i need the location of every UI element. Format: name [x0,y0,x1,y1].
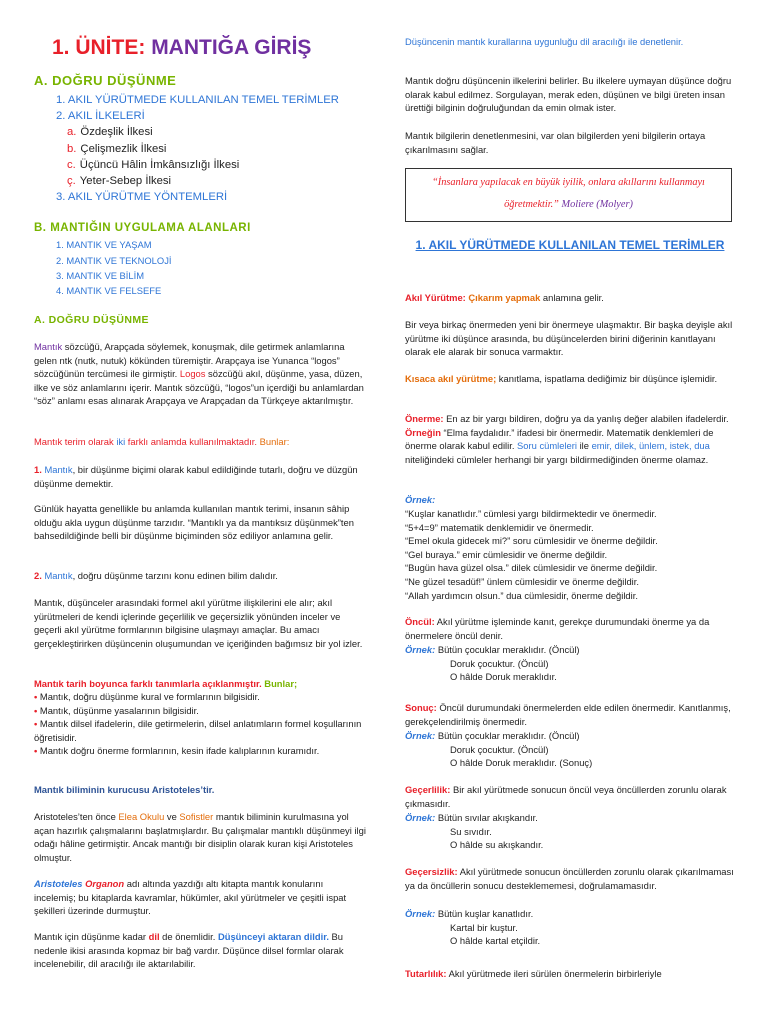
toc-b-item: 1. MANTIK VE YAŞAM [56,239,152,250]
paragraph-logic-knowledge: Mantık bilgilerin denetlenmesini, var olan bilgilerden yeni bilgilerin ortaya çıkarılmasını sağlar. [405,130,706,155]
example-sonuc: Örnek: Bütün çocuklar meraklıdır. (Öncül) Doruk çocuktur. (Öncül) O hâlde Doruk meraklıdır. (Sonuç) [405,730,593,769]
paragraph-kisaca: Kısaca akıl yürütme; kanıtlama, ispatlama dediğimiz bir düşünce işlemidir. [405,373,718,384]
definition-list [34,690,366,758]
toc-principle: ç. Yeter-Sebep İlkesi [67,175,172,187]
paragraph-language-control: Düşüncenin mantık kurallarına uygunluğu dil aracılığı ile denetlenir. [405,36,684,47]
paragraph-logic-principles: Mantık doğru düşüncenin ilkelerini belirler. Bu ilkelere uymayan düşünce doğru olarak kabul edilmez. Sorgulayan, merak eden, düşünen ve bilgi üreten insan ürettiği bilginin doğruluğundan da emin olmak ister. [405,75,732,114]
list-item: “Gel buraya.” emir cümlesidir ve önerme değildir. [405,548,608,560]
list-item: “Ne güzel tesadüf!” ünlem cümlesidir ve önerme değildir. [405,575,639,587]
term-oncul: Öncül: Akıl yürütme işleminde kanıt, gerekçe durumundaki önerme ya da önermelere öncül denir. [405,616,710,641]
toc-item-2: 2. AKIL İLKELERİ [56,110,145,122]
paragraph-before-aristotle: Aristoteles’ten önce Elea Okulu ve Sofistler mantık biliminin kurulmasına yol açan hazırlık çalışmalarını başlatmışlardır. Bu çalışmalar mantıklı düşünmeyi ilgi odağı hâline getirmiştir. Ancak mantığı bir disiplin olarak kuran kişi Aristoteles olmuştur. [34,811,366,863]
toc-principle: a. Özdeşlik İlkesi [67,126,153,138]
example-label: Örnek: [405,494,436,505]
toc-b-item: 3. MANTIK VE BİLİM [56,270,145,281]
list-item: “Kuşlar kanatlıdır.” cümlesi yargı bildirmektedir ve önermedir. [405,508,657,519]
paragraph-formal: Mantık, düşünceler arasındaki formel akıl yürütme ilişkilerini ele alır; akıl yürütmeleri de kendi içlerinde geçerlilik ve geçersizlik yönünden inceler ve geçerli akıl yürütme formlarının bilgisine ulaşmayı amaçlar. Bu amacı gerçekleştirirken düşüncenin oluşumundan ve içeriğinden bağımsız bir yol izler. [34,597,363,649]
list-item: • Mantık dilsel ifadelerin, dile getirmelerin, dilsel anlatımların formel koşullarının öğretisidir. [34,717,366,744]
list-item: “Bugün hava güzel olsa.” dilek cümlesidir ve önerme değildir. [405,562,658,574]
list-item: • Mantık doğru önerme formlarının, kesin ifade kalıplarının kuramıdır. [34,744,366,758]
quote-author: Moliere (Molyer) [561,199,633,210]
toc-heading-a: A. DOĞRU DÜŞÜNME [34,73,177,88]
example-oncul: Örnek: Bütün çocuklar meraklıdır. (Öncül) Doruk çocuktur. (Öncül) O hâlde Doruk meraklıdır. [405,644,580,683]
paragraph-founder: Mantık biliminin kurucusu Aristoteles’tir. [34,784,215,795]
term-akil-yurutme: Akıl Yürütme: Çıkarım yapmak anlamına gelir. [405,292,604,303]
paragraph-organon: Aristoteles Organon adı altında yazdığı altı kitapta mantık konularını incelemiş; bu kitaplarda kavramlar, hükümler, akıl yürütmeler ve çeşitli ispat şekilleri üzerinde durmuştur. [34,878,347,917]
toc-principle: b. Çelişmezlik İlkesi [67,143,167,155]
paragraph-daily-use: Günlük hayatta genellikle bu anlamda kullanılan mantık terimi, insanın sâhip olduğu akla uygun düşünme tarzıdır. “Mantıklı ya da mantıksız düşünmek”ten bahsedildiğinde belli bir düşünme biçiminden söz ediliyor anlamına gelir. [34,503,354,542]
quote-text-line2: öğretmektir.” [504,199,559,210]
paragraph-akil-yurutme: Bir veya birkaç önermeden yeni bir önermeye ulaşmaktır. Bir başka deyişle akıl yürütme iki düşünce arasında, bu düşüncelerden birini diğerinin kanıtlayanı olarak ele alarak bir sonuca varmaktır. [405,319,733,358]
list-item: “Emel okula gidecek mi?” soru cümlesidir ve önerme değildir. [405,535,658,547]
paragraph-language: Mantık için düşünme kadar dil de önemlidir. Düşünceyi aktaran dildir. Bu nedenle ikisi arasında kopmaz bir bağ vardır. Düşünce dilsel formlar olarak incelenebilir, dil aracılığı ile aktarılabilir. [34,931,344,970]
list-item: • Mantık, doğru düşünme kural ve formlarının bilgisidir. [34,690,366,704]
term-tutarlilik: Tutarlılık: Akıl yürütmede ileri sürülen önermelerin birbirleriyle [405,968,662,979]
page-title: 1. ÜNİTE: MANTIĞA GİRİŞ [52,36,312,59]
section-heading: A. DOĞRU DÜŞÜNME [34,314,149,326]
toc-b-item: 2. MANTIK VE TEKNOLOJİ [56,255,172,266]
paragraph-etymology: Mantık sözcüğü, Arapçada söylemek, konuşmak, dile getirmek anlamlarına gelen ntk (nutk, nutuk) kökünden türemiştir. Arapçaya ise Yunanca “logos” sözcüğünün tercümesi ile girmiştir. Logos sözcüğü akıl, düşünme, yasa, düzen, ilke ve söz anlamlarını içerir. Mantık sözcüğü, “logos”un içerdiği bu anlamlardan “söz” anlamı esas alınarak Arapçaya ve Arapçadan da Türkçeye aktarılmıştır. [34,341,364,407]
example-list [405,507,735,602]
toc-principle: c. Üçüncü Hâlin İmkânsızlığı İlkesi [67,159,240,171]
toc-b-item: 4. MANTIK VE FELSEFE [56,285,162,296]
section-title-terms: 1. AKIL YÜRÜTMEDE KULLANILAN TEMEL TERİMLER [415,238,725,252]
toc-item-3: 3. AKIL YÜRÜTME YÖNTEMLERİ [56,191,228,203]
paragraph-meaning-2: 2. Mantık, doğru düşünme tarzını konu edinen bilim dalıdır. [34,570,278,581]
term-sonuc: Sonuç: Öncül durumundaki önermelerden elde edilen önermedir. Kanıtlanmış, gerekçelendirilmiş önermedir. [405,702,731,727]
term-onerme: Önerme: En az bir yargı bildiren, doğru ya da yanlış değer alabilen ifadelerdir. Örneğin “Elma faydalıdır.” ifadesi bir önermedir. Matematik denklemleri de önerme olarak kabul edilir. Soru cümleleri ile emir, dilek, ünlem, istek, dua niteliğindeki cümleler herhangi bir yargı bildirmediğinden önerme olamaz. [405,413,729,465]
list-item: “Allah yardımcın olsun.” dua cümlesidir, önerme değildir. [405,589,638,601]
paragraph-meaning-1: 1. Mantık, bir düşünme biçimi olarak kabul edildiğinde tutarlı, doğru ve düzgün düşünme demektir. [34,464,358,489]
toc-item-1: 1. AKIL YÜRÜTMEDE KULLANILAN TEMEL TERİMLER [56,94,339,106]
quote-box [405,168,732,222]
paragraph-two-meanings: Mantık terim olarak iki farklı anlamda kullanılmaktadır. Bunlar: [34,436,290,447]
list-item: • Mantık, düşünme yasalarının bilgisidir. [34,704,366,718]
term-gecersizlik: Geçersizlik: Akıl yürütmede sonucun öncüllerden zorunlu olarak çıkarılmaması ya da öncüllerin sonucu desteklememesi, doğrulamamasıdır. [405,866,734,891]
paragraph-definitions: Mantık tarih boyunca farklı tanımlarla açıklanmıştır. Bunlar; [34,678,298,689]
example-gecersizlik: Örnek: Bütün kuşlar kanatlıdır. Kartal bir kuştur. O hâlde kartal etçildir. [405,908,541,947]
list-item: “5+4=9” matematik denklemidir ve önermedir. [405,521,594,533]
term-gecerlilik: Geçerlilik: Bir akıl yürütmede sonucun öncül veya öncüllerden zorunlu olarak çıkmasıdır. [405,784,727,809]
toc-heading-b: B. MANTIĞIN UYGULAMA ALANLARI [34,222,251,234]
example-gecerlilik: Örnek: Bütün sıvılar akışkandır. Su sıvıdır. O hâlde su akışkandır. [405,812,544,851]
quote-text-line1: “İnsanlara yapılacak en büyük iyilik, onlara akıllarını kullanmayı [432,177,705,188]
